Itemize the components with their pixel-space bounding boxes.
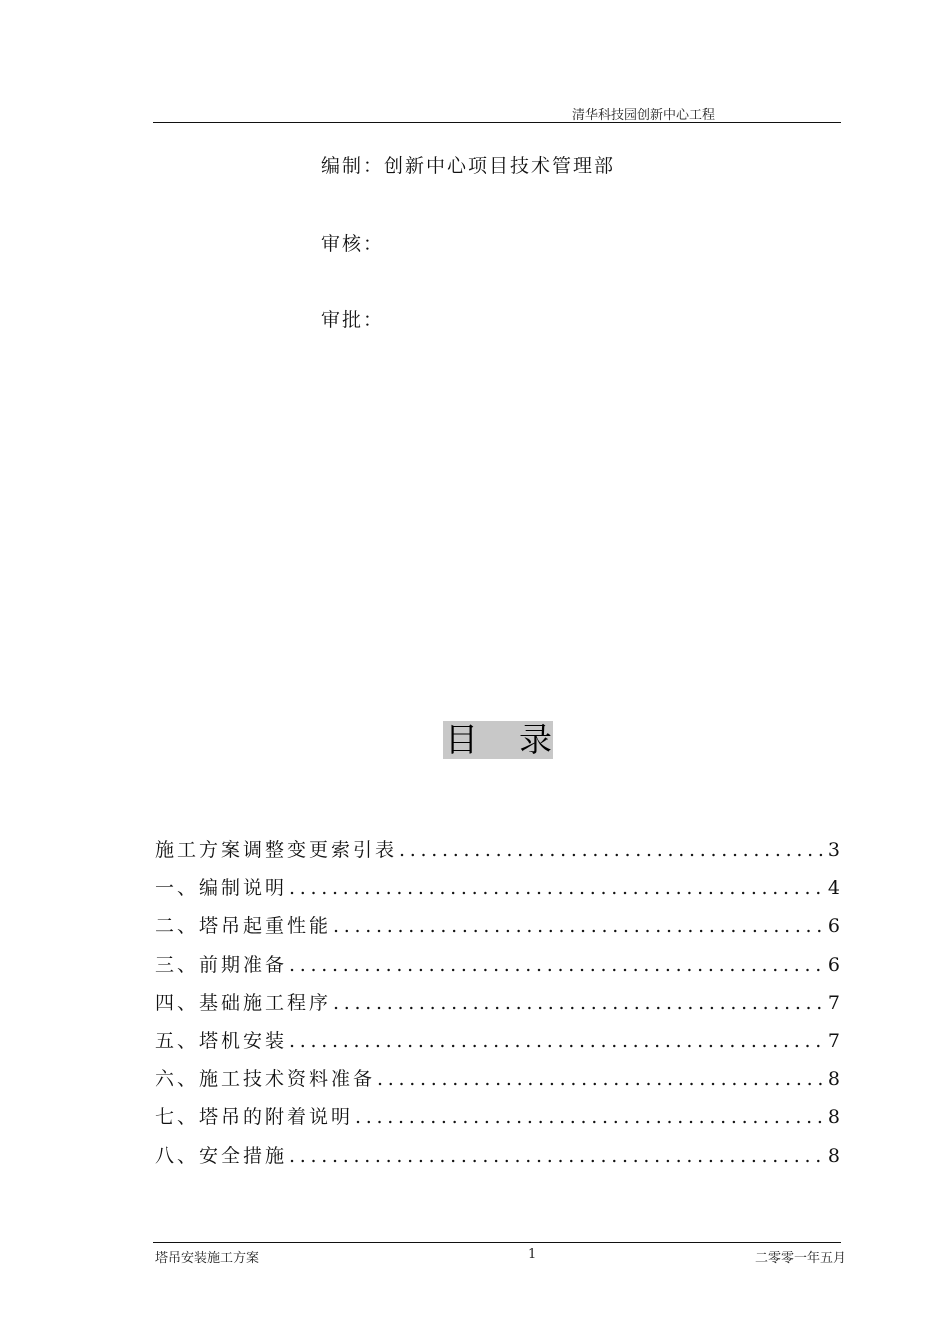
toc-entry-label: 三、前期准备 [155, 953, 288, 976]
reviewed-by-line: 审核： [321, 233, 385, 255]
toc-leader-dots [399, 839, 826, 861]
toc-leader-dots [355, 1106, 826, 1128]
toc-entry-page: 4 [827, 877, 840, 900]
footer-date: 二零零一年五月 [755, 1251, 847, 1266]
toc-heading [443, 721, 553, 759]
footer-page-number: 1 [528, 1247, 537, 1262]
toc-entry-label: 一、编制说明 [155, 877, 288, 900]
toc-entry-page: 7 [827, 1029, 840, 1052]
toc-leader-dots [289, 1030, 826, 1052]
toc-entry-label: 六、施工技术资料准备 [155, 1068, 376, 1091]
toc-entry[interactable] [155, 950, 840, 988]
approved-by-line: 审批： [321, 309, 385, 331]
table-of-contents [155, 835, 840, 1179]
toc-entry[interactable] [155, 1102, 840, 1140]
footer-document-title: 塔吊安装施工方案 [155, 1251, 260, 1266]
toc-entry[interactable] [155, 911, 840, 949]
toc-heading-char-1: 目 [445, 720, 478, 759]
toc-entry-page: 8 [827, 1106, 840, 1129]
header-title: 清华科技园创新中心工程 [572, 108, 716, 123]
toc-entry-page: 3 [827, 839, 840, 861]
toc-leader-dots [289, 877, 826, 899]
header-divider [153, 122, 841, 123]
toc-entry[interactable] [155, 1026, 840, 1064]
toc-entry-label: 四、基础施工程序 [155, 991, 332, 1014]
compiled-by-line: 编制：创新中心项目技术管理部 [321, 155, 616, 177]
toc-entry-label: 七、塔吊的附着说明 [155, 1106, 354, 1129]
toc-heading-char-2: 录 [519, 720, 552, 759]
toc-entry[interactable] [155, 1141, 840, 1179]
toc-entry-page: 8 [827, 1144, 840, 1167]
toc-entry[interactable] [155, 835, 840, 873]
toc-leader-dots [289, 954, 826, 976]
toc-entry-page: 8 [827, 1068, 840, 1091]
toc-entry-page: 7 [827, 991, 840, 1014]
toc-entry[interactable] [155, 988, 840, 1026]
toc-entry-label: 二、塔吊起重性能 [155, 915, 332, 938]
toc-entry-label: 八、安全措施 [155, 1144, 288, 1167]
toc-entry-label: 施工方案调整变更索引表 [155, 839, 398, 861]
toc-entry-page: 6 [827, 915, 840, 938]
toc-entry[interactable] [155, 1064, 840, 1102]
toc-entry-page: 6 [827, 953, 840, 976]
toc-entry-label: 五、塔机安装 [155, 1029, 288, 1052]
footer-divider [153, 1242, 841, 1243]
toc-leader-dots [333, 915, 826, 937]
toc-leader-dots [377, 1068, 826, 1090]
toc-entry[interactable] [155, 873, 840, 911]
toc-leader-dots [289, 1145, 826, 1167]
toc-leader-dots [333, 992, 826, 1014]
